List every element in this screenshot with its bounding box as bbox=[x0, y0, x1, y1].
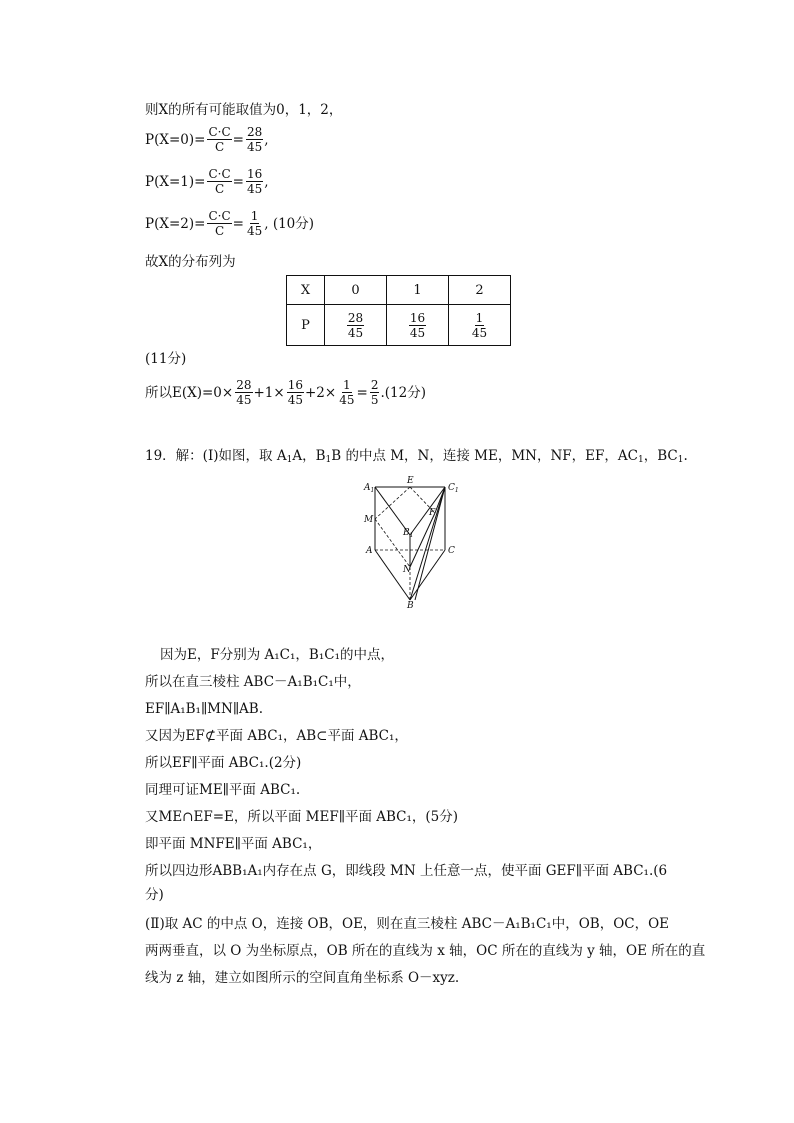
frac-num: C·C bbox=[208, 125, 231, 139]
text-part: . bbox=[683, 448, 688, 464]
label-E: E bbox=[407, 476, 414, 486]
proof-line-9: 分) bbox=[145, 887, 164, 903]
expect-part: +1× bbox=[253, 384, 285, 401]
expect-part: 所以E(X)=0× bbox=[145, 384, 234, 401]
text-part: ，BC bbox=[643, 448, 678, 464]
expectation-line bbox=[145, 378, 427, 407]
distribution-intro: 故X的分布列为 bbox=[145, 254, 236, 270]
frac-den: C bbox=[214, 182, 225, 196]
frac-den: C bbox=[214, 224, 225, 238]
prob-lhs: P(X=0)= bbox=[145, 131, 206, 148]
prob-cell bbox=[449, 305, 511, 346]
distribution-table bbox=[286, 275, 511, 346]
frac-num: 1 bbox=[475, 310, 484, 325]
frac-num: C·C bbox=[208, 209, 231, 223]
prob-line-1 bbox=[145, 167, 270, 196]
subscript: 1 bbox=[286, 455, 293, 465]
label-M: M bbox=[364, 515, 374, 525]
text-part: A，B bbox=[292, 448, 326, 464]
frac-num: 1 bbox=[250, 209, 259, 223]
proof-line-6: 又ME∩EF=E，所以平面 MEF∥平面 ABC₁，(5分) bbox=[145, 809, 459, 825]
frac-den: 45 bbox=[347, 325, 364, 340]
text-part: 19．解：(Ⅰ)如图，取 A bbox=[145, 448, 287, 464]
proof-line-3: 又因为EF⊄平面 ABC₁，AB⊂平面 ABC₁， bbox=[145, 728, 408, 744]
frac-den: 45 bbox=[246, 140, 263, 154]
comb-fraction bbox=[207, 209, 231, 238]
tail: , (10分) bbox=[264, 215, 315, 232]
x-label-cell: X bbox=[287, 276, 325, 305]
label-F: F bbox=[429, 508, 436, 518]
p-label-cell: P bbox=[287, 305, 325, 346]
frac-num: 16 bbox=[246, 167, 263, 181]
frac-den: 45 bbox=[471, 325, 488, 340]
label-A1: $A_1$ bbox=[364, 483, 375, 494]
label-B: B bbox=[407, 601, 414, 610]
part2-line-1: 两两垂直，以 O 为坐标原点，OB 所在的直线为 x 轴，OC 所在的直线为 y 轴，OE 所在的直 bbox=[145, 943, 706, 959]
frac-den: 45 bbox=[246, 224, 263, 238]
frac-num: 16 bbox=[409, 310, 426, 325]
frac-den: C bbox=[214, 140, 225, 154]
proof-line-7: 即平面 MNFE∥平面 ABC₁， bbox=[145, 836, 322, 852]
score-11: (11分) bbox=[145, 351, 187, 367]
frac-den: 45 bbox=[246, 182, 263, 196]
expect-part: .(12分) bbox=[380, 384, 426, 401]
value-cell: 2 bbox=[449, 276, 511, 305]
proof-line-4: 所以EF∥平面 ABC₁.(2分) bbox=[145, 755, 302, 771]
part2-line-2: 线为 z 轴，建立如图所示的空间直角坐标系 O－xyz. bbox=[145, 970, 460, 986]
prob-lhs: P(X=1)= bbox=[145, 173, 206, 190]
prob-line-2 bbox=[145, 209, 315, 238]
table-row bbox=[287, 305, 511, 346]
text-part: B 的中点 M，N，连接 ME，MN，NF，EF，AC bbox=[331, 448, 638, 464]
expect-part: = bbox=[356, 384, 368, 401]
value-cell: 0 bbox=[325, 276, 387, 305]
subscript: 1 bbox=[677, 455, 684, 465]
subscript: 1 bbox=[325, 455, 332, 465]
frac-den: 45 bbox=[236, 393, 252, 407]
equals: = bbox=[232, 131, 244, 148]
frac-num: 1 bbox=[343, 378, 351, 392]
fraction bbox=[338, 378, 355, 407]
fraction bbox=[370, 378, 380, 407]
comb-fraction bbox=[207, 125, 231, 154]
proof-line-0: 因为E，F分别为 A₁C₁，B₁C₁的中点， bbox=[160, 647, 394, 663]
frac-num: 2 bbox=[370, 378, 379, 392]
proof-line-5: 同理可证ME∥平面 ABC₁. bbox=[145, 782, 301, 798]
intro-text: 则X的所有可能取值为0，1，2， bbox=[145, 102, 343, 118]
frac-num: 28 bbox=[347, 310, 364, 325]
fraction bbox=[287, 378, 304, 407]
fraction bbox=[235, 378, 252, 407]
proof-line-8: 所以四边形ABB₁A₁内存在点 G，即线段 MN 上任意一点，使平面 GEF∥平面 ABC₁.(6 bbox=[145, 863, 668, 879]
equals: = bbox=[232, 215, 244, 232]
prob-lhs: P(X=2)= bbox=[145, 215, 206, 232]
value-cell: 1 bbox=[387, 276, 449, 305]
result-fraction bbox=[246, 167, 263, 196]
frac-den: 5 bbox=[370, 393, 379, 407]
part2-line-0: (Ⅱ)取 AC 的中点 O，连接 OB，OE，则在直三棱柱 ABC－A₁B₁C₁中，OB，OC，OE bbox=[145, 916, 670, 932]
frac-num: 16 bbox=[287, 378, 303, 392]
result-fraction bbox=[246, 125, 263, 154]
frac-num: 28 bbox=[236, 378, 252, 392]
frac-den: 45 bbox=[287, 393, 303, 407]
prob-line-0 bbox=[145, 125, 270, 154]
prob-cell bbox=[387, 305, 449, 346]
frac-den: 45 bbox=[339, 393, 355, 407]
label-A: A bbox=[366, 546, 373, 556]
frac-num: 28 bbox=[246, 125, 263, 139]
expect-part: +2× bbox=[305, 384, 337, 401]
tail: , bbox=[264, 131, 269, 148]
tail: , bbox=[264, 173, 269, 190]
table-row bbox=[287, 276, 511, 305]
frac-num: C·C bbox=[208, 167, 231, 181]
label-N: N bbox=[403, 565, 411, 575]
subscript: 1 bbox=[637, 455, 644, 465]
label-B1: $B_1$ bbox=[403, 528, 414, 539]
result-fraction bbox=[246, 209, 263, 238]
label-C: C bbox=[448, 546, 455, 556]
prism-figure bbox=[355, 475, 465, 610]
prob-cell bbox=[325, 305, 387, 346]
comb-fraction bbox=[207, 167, 231, 196]
proof-line-1: 所以在直三棱柱 ABC－A₁B₁C₁中， bbox=[145, 674, 361, 690]
question-19-heading bbox=[145, 446, 688, 470]
frac-den: 45 bbox=[409, 325, 426, 340]
equals: = bbox=[232, 173, 244, 190]
label-C1: $C_1$ bbox=[448, 483, 459, 494]
proof-line-2: EF∥A₁B₁∥MN∥AB. bbox=[145, 701, 264, 717]
